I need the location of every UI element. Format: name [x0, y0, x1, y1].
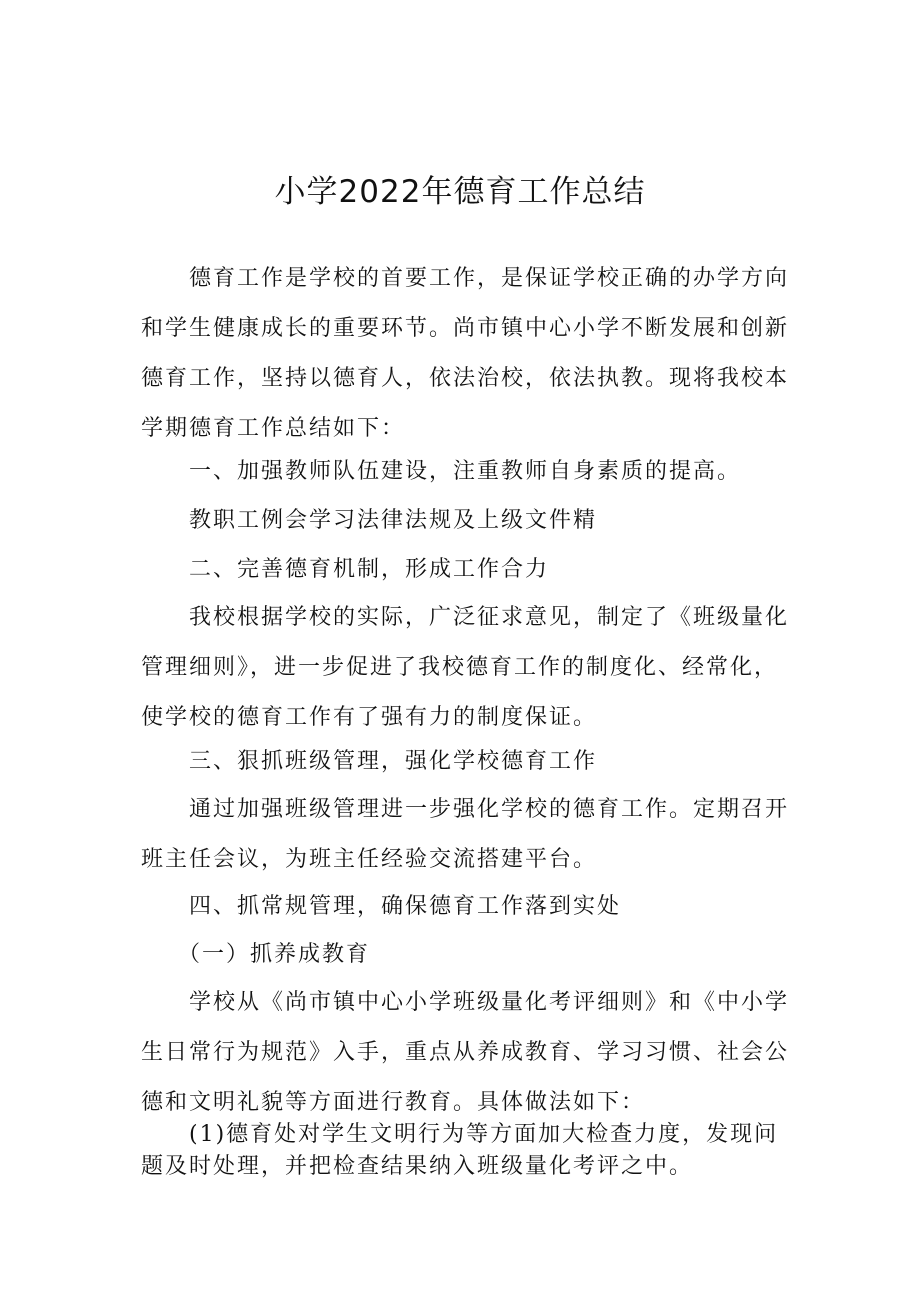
text-line: 管理细则》，进一步促进了我校德育工作的制度化、经常化， — [141, 655, 779, 680]
section-2-heading: 二、完善德育机制，形成工作合力 — [141, 557, 550, 582]
section-3-heading: 三、狠抓班级管理，强化学校德育工作 — [141, 749, 598, 774]
document-title: 小学2022年德育工作总结 — [274, 174, 646, 210]
item-1-paragraph — [141, 1119, 779, 1183]
section-1-body: 教职工例会学习法律法规及上级文件精 — [141, 508, 598, 533]
section-3-body — [141, 785, 790, 885]
section-4-subheading: （一）抓养成教育 — [141, 942, 371, 967]
section-4-heading: 四、抓常规管理，确保德育工作落到实处 — [141, 894, 622, 919]
text-line: 德育工作是学校的首要工作，是保证学校正确的办学方向 — [141, 266, 790, 291]
text-line: 学期德育工作总结如下： — [141, 416, 406, 441]
section-2-body — [141, 593, 790, 743]
text-line: (1)德育处对学生文明行为等方面加大检查力度，发现问 — [141, 1122, 779, 1147]
text-line: 生日常行为规范》入手，重点从养成教育、学习习惯、社会公 — [141, 1040, 790, 1065]
section-1-heading: 一、加强教师队伍建设，注重教师自身素质的提高。 — [141, 459, 742, 484]
text-line: 和学生健康成长的重要环节。尚市镇中心小学不断发展和创新 — [141, 316, 790, 341]
text-line: 德育工作，坚持以德育人，依法治校，依法执教。现将我校本 — [141, 366, 790, 391]
intro-paragraph — [141, 254, 790, 454]
text-line: 学校从《尚市镇中心小学班级量化考评细则》和《中小学 — [141, 990, 790, 1015]
text-line: 我校根据学校的实际，广泛征求意见，制定了《班级量化 — [141, 605, 790, 630]
text-line: 班主任会议，为班主任经验交流搭建平台。 — [141, 847, 598, 872]
section-4-sub1-body — [141, 978, 790, 1128]
text-line: 德和文明礼貌等方面进行教育。具体做法如下： — [141, 1090, 646, 1115]
text-line: 通过加强班级管理进一步强化学校的德育工作。定期召开 — [141, 797, 790, 822]
text-line: 使学校的德育工作有了强有力的制度保证。 — [141, 705, 598, 730]
text-line: 题及时处理，并把检查结果纳入班级量化考评之中。 — [141, 1154, 694, 1179]
